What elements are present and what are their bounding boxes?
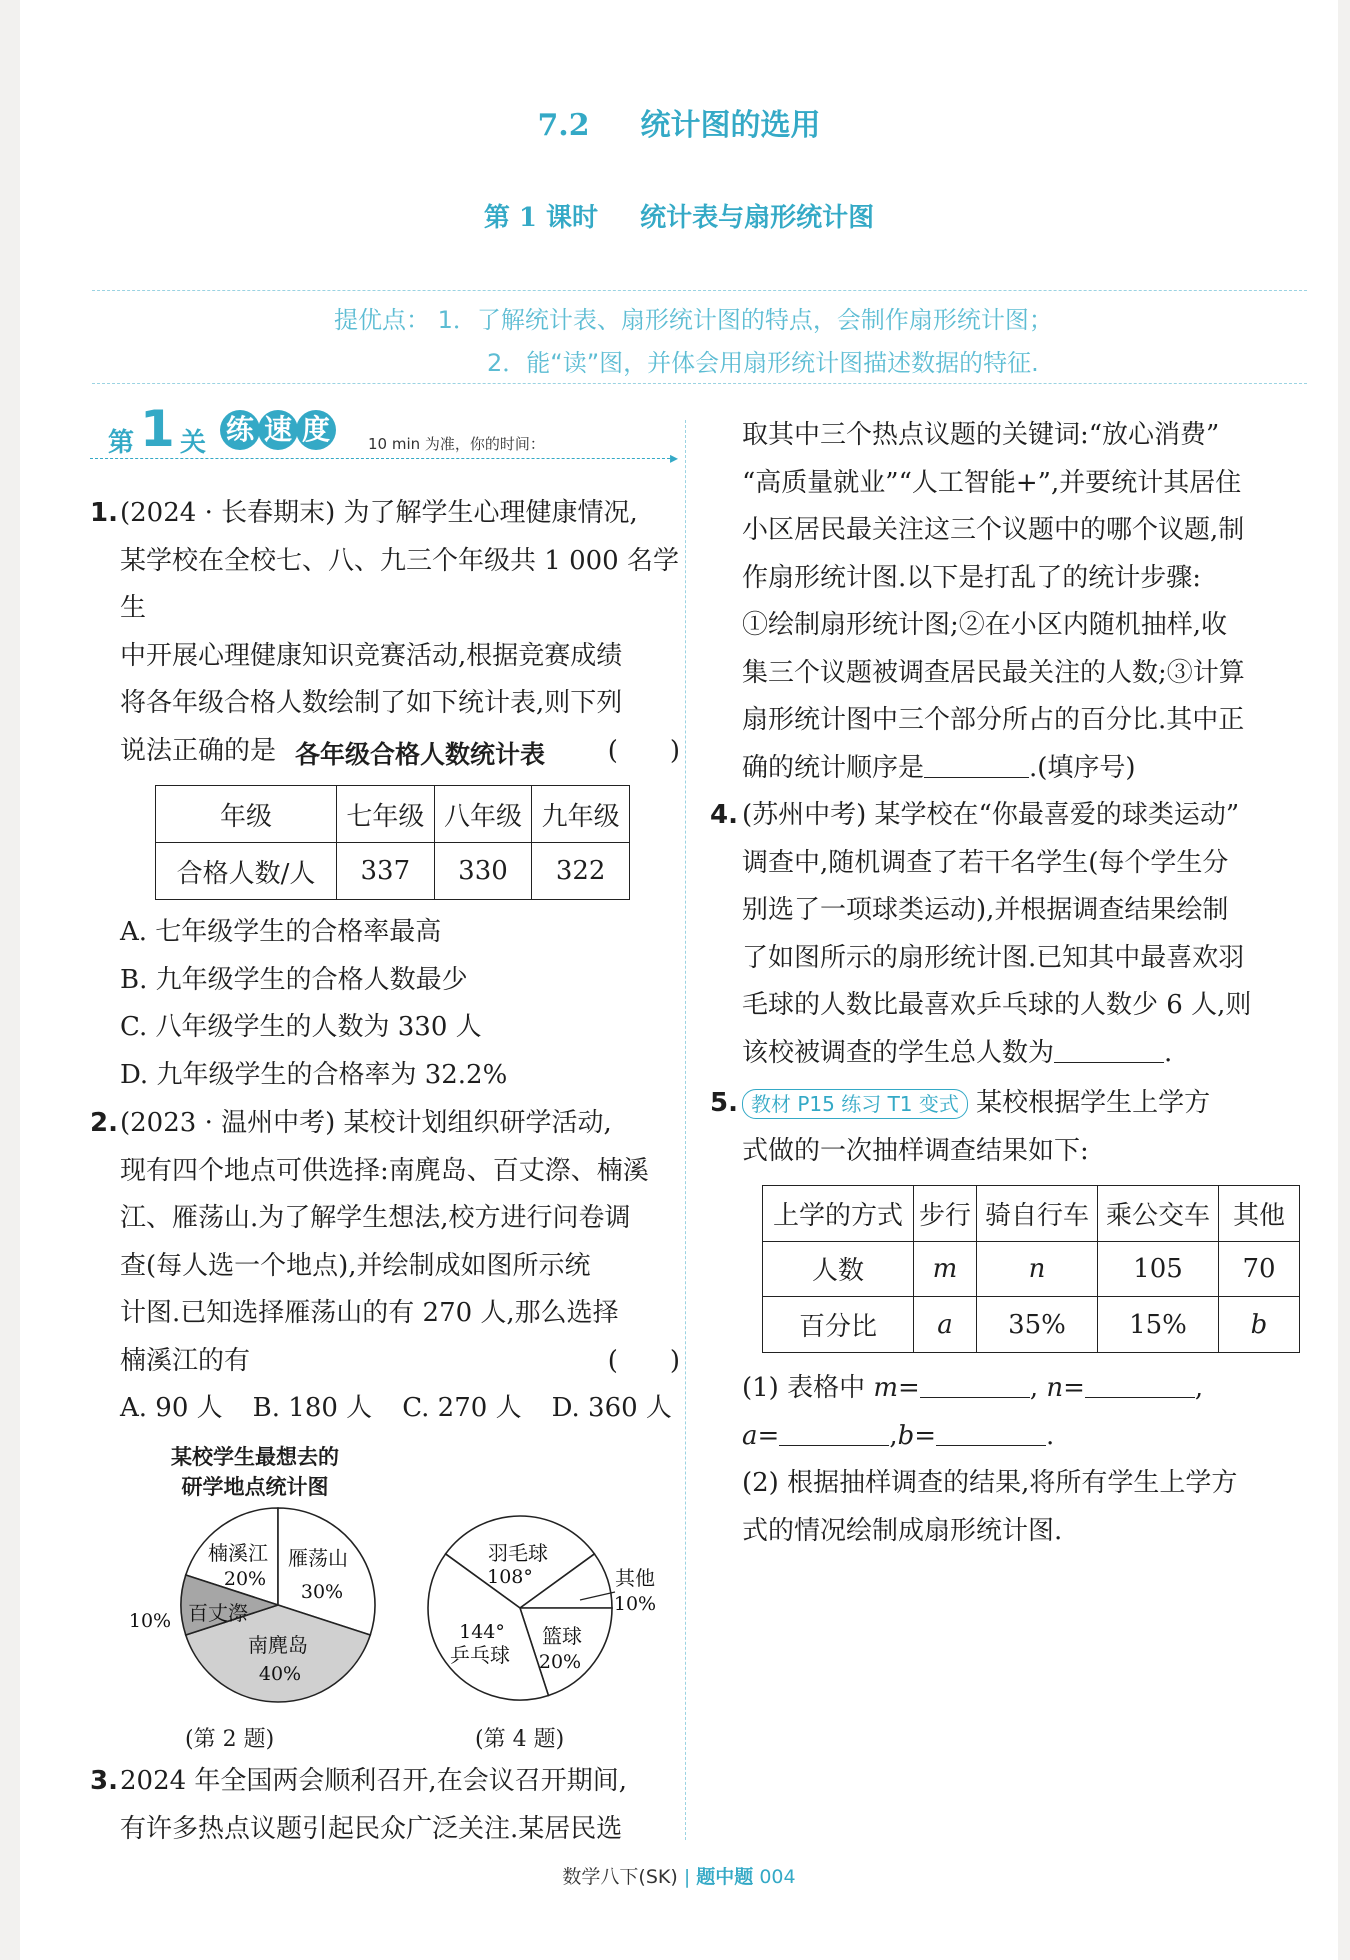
chart-1-title	[130, 1442, 380, 1502]
q1-line-1: (2024 · 长春期末) 为了解学生心理健康情况,	[120, 498, 638, 528]
q5-part-1-line-2	[742, 1413, 1312, 1461]
q1-table-title: 各年级合格人数统计表	[294, 740, 545, 769]
timer-text: 10 min 为准，你的时间：	[368, 435, 545, 453]
q5-part-1-label: (1) 表格中	[742, 1373, 866, 1403]
table-cell: 九年级	[532, 786, 630, 843]
q5-part-1-line-1	[742, 1365, 1312, 1413]
q5-var-n: n	[1046, 1373, 1064, 1403]
q4-line-3: 别选了一项球类运动),并根据调查结果绘制	[742, 895, 1229, 925]
table-cell: 其他	[1219, 1186, 1300, 1242]
tip-text-1: 1．了解统计表、扇形统计图的特点，会制作扇形统计图；	[437, 306, 1053, 334]
section-name: 统计图的选用	[640, 108, 821, 143]
q2-line-5: 计图.已知选择雁荡山的有 270 人,那么选择	[120, 1298, 619, 1328]
q3-line-10	[742, 745, 1312, 793]
table-cell: 乘公交车	[1098, 1186, 1219, 1242]
q3-line-1: 2024 年全国两会顺利召开,在会议召开期间,	[120, 1766, 627, 1796]
q1-number: 1.	[90, 498, 118, 528]
q4-number: 4.	[710, 800, 738, 830]
q4-line-2: 调查中,随机调查了若干名学生(每个学生分	[742, 847, 1229, 878]
slice-value: 20%	[223, 1568, 267, 1590]
footer-tag: 题中题	[696, 1866, 754, 1888]
q5-eq: =	[914, 1420, 937, 1451]
q2-line-2: 现有四个地点可供选择:南麂岛、百丈漈、楠溪	[120, 1155, 649, 1186]
q3-line-6: 作扇形统计图.以下是打乱了的统计步骤:	[742, 562, 1202, 593]
table-cell: 35%	[977, 1297, 1098, 1353]
q2-number: 2.	[90, 1108, 118, 1138]
table-cell: n	[977, 1241, 1098, 1297]
q4-answer-blank[interactable]	[1054, 1036, 1164, 1063]
q3-line-8: 集三个议题被调查居民最关注的人数;③计算	[742, 657, 1245, 688]
lesson-name: 统计表与扇形统计图	[640, 203, 875, 233]
question-3-continued	[742, 412, 1312, 792]
q2-options	[120, 1385, 680, 1433]
footer-divider: |	[683, 1866, 691, 1888]
q3-number: 3.	[90, 1766, 118, 1796]
table-cell: 七年级	[337, 786, 435, 843]
q5-dot: .	[1046, 1420, 1055, 1451]
q1-option-c[interactable]: C. 八年级学生的人数为 330 人	[120, 1012, 482, 1042]
q2-line-1: (2023 · 温州中考) 某校计划组织研学活动,	[120, 1108, 612, 1138]
q4-line-6	[742, 1030, 1310, 1078]
q1-answer-paren[interactable]: ( )	[607, 735, 680, 766]
table-row	[763, 1241, 1300, 1297]
table-cell: 上学的方式	[763, 1186, 914, 1242]
table-cell: 骑自行车	[977, 1186, 1098, 1242]
table-cell: 八年级	[434, 786, 532, 843]
slice-label: 其他	[615, 1566, 655, 1590]
q3-line-7: ①绘制扇形统计图;②在小区内随机抽样,收	[742, 610, 1228, 640]
footer-page: 004	[759, 1866, 796, 1888]
q4-line-5: 毛球的人数比最喜欢乒乓球的人数少 6 人,则	[742, 990, 1252, 1020]
q2-line-6-text: 楠溪江的有	[120, 1345, 251, 1376]
q4-line-4: 了如图所示的扇形统计图.已知其中最喜欢羽	[742, 942, 1245, 973]
slice-label: 楠溪江	[208, 1541, 268, 1565]
chart-1-title-line-2: 研学地点统计图	[181, 1475, 329, 1499]
q4-line-6-end: .	[1164, 1037, 1173, 1068]
table-cell: 15%	[1098, 1297, 1219, 1353]
q1-line-5-text: 说法正确的是	[120, 735, 277, 766]
q1-option-a[interactable]: A. 七年级学生的合格率最高	[120, 917, 442, 947]
slice-label: 篮球	[542, 1624, 582, 1648]
chart-2-caption: (第 4 题)	[475, 1727, 565, 1752]
table-cell: 330	[434, 843, 532, 900]
q1-option-b[interactable]: B. 九年级学生的合格人数最少	[120, 964, 468, 995]
table-cell: 337	[337, 843, 435, 900]
table-row	[763, 1186, 1300, 1242]
section-number: 7.2	[537, 108, 590, 143]
q1-line-2: 某学校在全校七、八、九三个年级共 1 000 名学生	[120, 545, 679, 623]
q5-eq: =	[757, 1420, 780, 1451]
table-cell: 合格人数/人	[156, 843, 337, 900]
question-1	[90, 490, 680, 775]
table-cell: 百分比	[763, 1297, 914, 1353]
q2-option-d[interactable]: D. 360 人	[551, 1393, 672, 1423]
q5-comma: ,	[1029, 1373, 1039, 1403]
q3-line-10-text: 确的统计顺序是	[742, 752, 925, 783]
slice-value: 40%	[258, 1663, 302, 1685]
slice-label: 南麂岛	[248, 1633, 308, 1657]
q5-table	[762, 1185, 1300, 1353]
q3-line-3: 取其中三个热点议题的关键词:“放心消费”	[742, 420, 1220, 450]
q2-option-b[interactable]: B. 180 人	[252, 1393, 373, 1423]
q5-var-m: m	[873, 1373, 899, 1403]
badge-char-1: 练	[220, 410, 260, 450]
q4-line-6-text: 该校被调查的学生总人数为	[742, 1037, 1055, 1068]
table-row	[763, 1297, 1300, 1353]
q3-line-10-end: .(填序号)	[1029, 752, 1136, 783]
level-suffix: 关	[180, 428, 207, 458]
q5-number: 5.	[710, 1088, 738, 1118]
badge-char-2: 速	[258, 410, 298, 450]
slice-value: 10%	[613, 1593, 657, 1615]
q1-options	[120, 909, 680, 1099]
q5-line-1-text: 某校根据学生上学方	[976, 1088, 1211, 1118]
question-4	[710, 792, 1310, 1077]
table-row	[156, 786, 630, 843]
tip-line-1	[334, 300, 1053, 335]
slice-label: 乒乓球	[450, 1643, 510, 1667]
q3-line-9: 扇形统计图中三个部分所占的百分比.其中正	[742, 705, 1245, 735]
q3-answer-blank[interactable]	[924, 751, 1029, 778]
q5-comma: ,	[889, 1420, 898, 1451]
table-cell: 人数	[763, 1241, 914, 1297]
q5-b-blank[interactable]	[936, 1419, 1046, 1446]
q3-line-4: “高质量就业”“人工智能+”,并要统计其居住	[742, 467, 1242, 498]
slice-label: 百丈漈	[188, 1601, 248, 1625]
lesson-title	[20, 197, 1338, 234]
table-cell: 年级	[156, 786, 337, 843]
slice-label: 雁荡山	[288, 1546, 348, 1570]
lesson-number: 第 1 课时	[483, 203, 599, 233]
q2-answer-paren[interactable]: ( )	[607, 1345, 680, 1376]
table-cell: 70	[1219, 1241, 1300, 1297]
q2-line-6	[120, 1338, 680, 1386]
page	[20, 0, 1338, 1960]
q5-n-blank[interactable]	[1085, 1371, 1195, 1398]
slice-value: 10%	[128, 1610, 172, 1632]
tip-box	[92, 290, 1307, 384]
tip-label: 提优点：	[334, 306, 430, 334]
table-cell: b	[1219, 1297, 1300, 1353]
q3-line-2: 有许多热点议题引起民众广泛关注.某居民选	[120, 1813, 623, 1844]
table-cell: 322	[532, 843, 630, 900]
level-prefix: 第	[108, 428, 135, 458]
speed-badge	[220, 410, 336, 454]
badge-char-3: 度	[296, 410, 336, 450]
q5-textbook-tag: 教材 P15 练习 T1 变式	[742, 1089, 968, 1119]
section-title	[20, 100, 1338, 144]
q5-a-blank[interactable]	[779, 1419, 889, 1446]
table-cell: 步行	[914, 1186, 977, 1242]
table-cell: 105	[1098, 1241, 1219, 1297]
table-cell: m	[914, 1241, 977, 1297]
chart-2-pie	[410, 1500, 680, 1710]
level-banner	[90, 400, 680, 467]
q1-option-d[interactable]: D. 九年级学生的合格率为 32.2%	[120, 1059, 508, 1090]
table-row	[156, 843, 630, 900]
arrow-icon: ▸	[670, 448, 679, 467]
slice-value: 144°	[459, 1621, 505, 1643]
level-number: 1	[140, 400, 175, 458]
footer-subject: 数学八下(SK)	[562, 1866, 678, 1888]
chart-1-title-line-1: 某校学生最想去的	[171, 1445, 339, 1469]
q5-part-2-line-1: (2) 根据抽样调查的结果,将所有学生上学方	[742, 1468, 1238, 1498]
table-cell: a	[914, 1297, 977, 1353]
q5-line-1	[742, 1080, 1310, 1128]
banner-dash-line	[90, 458, 675, 459]
q5-var-a: a	[742, 1420, 758, 1451]
column-divider	[685, 420, 686, 1840]
q5-line-2: 式做的一次抽样调查结果如下:	[742, 1135, 1089, 1166]
q2-line-4: 查(每人选一个地点),并绘制成如图所示统	[120, 1250, 591, 1281]
q5-m-blank[interactable]	[920, 1371, 1030, 1398]
slice-value: 20%	[538, 1651, 582, 1673]
slice-value: 108°	[487, 1566, 533, 1588]
chart-1-caption: (第 2 题)	[185, 1727, 275, 1752]
q5-var-b: b	[897, 1420, 915, 1451]
q5-eq: =	[1063, 1373, 1085, 1403]
q4-line-1: (苏州中考) 某学校在“你最喜爱的球类运动”	[742, 800, 1240, 830]
q5-part-2-line-2: 式的情况绘制成扇形统计图.	[742, 1515, 1063, 1546]
q5-parts	[742, 1365, 1312, 1555]
question-2	[90, 1100, 680, 1433]
q5-eq: =	[898, 1373, 920, 1403]
q5-comma: ,	[1194, 1373, 1204, 1403]
q1-line-3: 中开展心理健康知识竞赛活动,根据竞赛成绩	[120, 640, 623, 671]
q3-line-5: 小区居民最关注这三个议题中的哪个议题,制	[742, 515, 1245, 545]
tip-line-2: 2．能“读”图，并体会用扇形统计图描述数据的特征.	[487, 349, 1039, 377]
slice-label: 羽毛球	[488, 1541, 548, 1565]
slice-value: 30%	[300, 1581, 344, 1603]
q1-line-4: 将各年级合格人数绘制了如下统计表,则下列	[120, 688, 623, 718]
q2-option-a[interactable]: A. 90 人	[120, 1393, 223, 1423]
question-3	[90, 1758, 680, 1853]
q2-option-c[interactable]: C. 270 人	[402, 1393, 522, 1423]
q2-line-3: 江、雁荡山.为了解学生想法,校方进行问卷调	[120, 1203, 631, 1233]
q1-table	[155, 785, 630, 900]
question-5	[710, 1080, 1310, 1175]
chart-1-pie	[100, 1500, 400, 1710]
footer	[20, 1862, 1338, 1889]
